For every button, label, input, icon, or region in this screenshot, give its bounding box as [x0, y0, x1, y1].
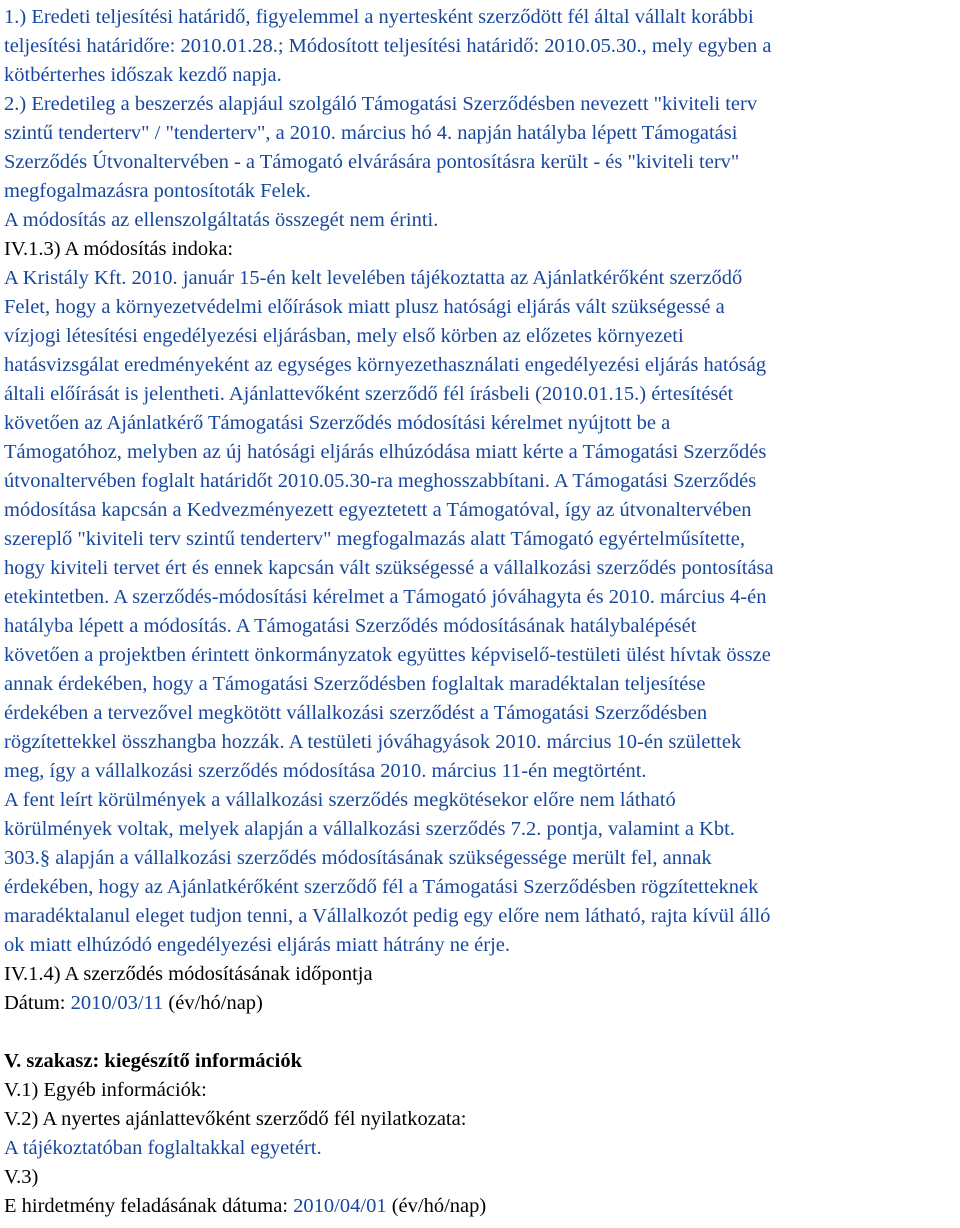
- publication-date: [4, 1192, 956, 1221]
- text-line: megfogalmazásra pontosítoták Felek.: [4, 180, 311, 202]
- text-line: 1.) Eredeti teljesítési határidő, figyelemmel a nyertesként szerződött fél által vállalt korábbi: [4, 6, 754, 28]
- text-line: 2.) Eredetileg a beszerzés alapjául szolgáló Támogatási Szerződésben nevezett "kiviteli terv: [4, 93, 758, 115]
- text-line: szintű tenderterv" / "tenderterv", a 2010. március hó 4. napján hatályba lépett Támogatási: [4, 122, 738, 144]
- text-line: általi előírását is jelentheti. Ajánlattevőként szerződő fél írásbeli (2010.01.15.) értesítését: [4, 383, 734, 405]
- section-heading-iv-1-3: IV.1.3) A módosítás indoka:: [4, 238, 234, 260]
- text-line: ok miatt elhúzódó engedélyezési eljárás miatt hátrány ne érje.: [4, 934, 511, 956]
- price-unaffected-note: A módosítás az ellenszolgáltatás összegét nem érinti.: [4, 209, 439, 231]
- publication-date-value: 2010/04/01: [293, 1195, 387, 1217]
- date-value: 2010/03/11: [70, 992, 164, 1014]
- text-line: érdekében, hogy az Ajánlatkérőként szerződő fél a Támogatási Szerződésben rögzítetteknek: [4, 876, 759, 898]
- text-line: kötbérterhes időszak kezdő napja.: [4, 64, 282, 86]
- text-line: maradéktalanul eleget tudjon tenni, a Vállalkozót pedig egy előre nem látható, rajta kívül álló: [4, 905, 771, 927]
- text-line: vízjogi létesítési engedélyezési eljárásban, mely első körben az előzetes környezeti: [4, 325, 684, 347]
- text-line: Szerződés Útvonaltervében - a Támogató elvárására pontosításra került - és "kiviteli terv": [4, 151, 740, 173]
- text-line: Felet, hogy a környezetvédelmi előírások miatt plusz hatósági eljárás vált szükségessé a: [4, 296, 725, 318]
- publication-date-suffix: (év/hó/nap): [386, 1195, 487, 1217]
- text-line: A fent leírt körülmények a vállalkozási szerződés megkötésekor előre nem látható: [4, 789, 676, 811]
- modification-reason: [4, 264, 956, 960]
- text-line: érdekében a tervezővel megkötött vállalkozási szerződést a Támogatási Szerződésben: [4, 702, 708, 724]
- deadline-change-item: [4, 3, 956, 90]
- date-label: Dátum:: [4, 992, 71, 1014]
- text-line: A Kristály Kft. 2010. január 15-én kelt levelében tájékoztatta az Ajánlatkérőként szerződő: [4, 267, 743, 289]
- text-line: etekintetben. A szerződés-módosítási kérelmet a Támogató jóváhagyta és 2010. március 4-én: [4, 586, 767, 608]
- section-heading-v: [4, 1047, 956, 1076]
- spacer: [4, 1018, 956, 1047]
- text-line: meg, így a vállalkozási szerződés módosítása 2010. március 11-én megtörtént.: [4, 760, 647, 782]
- plan-wording-item: [4, 90, 956, 206]
- text-line: teljesítési határidőre: 2010.01.28.; Módosított teljesítési határidő: 2010.05.30., mely egyben a: [4, 35, 772, 57]
- text-line: Támogatóhoz, melyben az új hatósági eljárás elhúzódása miatt kérte a Támogatási Szerződés: [4, 441, 767, 463]
- text-line: körülmények voltak, melyek alapján a vállalkozási szerződés 7.2. pontja, valamint a Kbt.: [4, 818, 735, 840]
- text-line: hatásvizsgálat eredményeként az egységes környezethasználati engedélyezési eljárás hatóság: [4, 354, 767, 376]
- modification-date: [4, 989, 956, 1018]
- section-v2-label: V.2) A nyertes ajánlattevőként szerződő fél nyilatkozata:: [4, 1108, 467, 1130]
- section-v3-label: V.3): [4, 1166, 39, 1188]
- text-line: 303.§ alapján a vállalkozási szerződés módosításának szükségessége merült fel, annak: [4, 847, 712, 869]
- section-v2-answer: A tájékoztatóban foglaltakkal egyetért.: [4, 1137, 322, 1159]
- text-line: hatályba lépett a módosítás. A Támogatási Szerződés módosításának hatálybalépését: [4, 615, 697, 637]
- section-v-title: V. szakasz: kiegészítő információk: [4, 1050, 302, 1072]
- text-line: követően a projektben érintett önkormányzatok együttes képviselő-testületi ülést hívtak össze: [4, 644, 771, 666]
- text-line: módosítása kapcsán a Kedvezményezett egyeztetett a Támogatóval, így az útvonaltervében: [4, 499, 752, 521]
- text-line: rögzítettekkel összhangba hozzák. A testületi jóváhagyások 2010. március 10-én születtek: [4, 731, 742, 753]
- section-v1-label: V.1) Egyéb információk:: [4, 1079, 207, 1101]
- text-line: követően az Ajánlatkérő Támogatási Szerződés módosítási kérelmet nyújtott be a: [4, 412, 671, 434]
- date-format-suffix: (év/hó/nap): [163, 992, 263, 1014]
- text-line: útvonaltervében foglalt határidőt 2010.05.30-ra meghosszabbítani. A Támogatási Szerződés: [4, 470, 757, 492]
- notice-document: [4, 3, 956, 1221]
- text-line: szereplő "kiviteli terv szintű tenderterv" megfogalmazás alatt Támogató egyértelműsítette,: [4, 528, 745, 550]
- text-line: hogy kiviteli tervet ért és ennek kapcsán vált szükségessé a vállalkozási szerződés pontosítása: [4, 557, 774, 579]
- publication-date-label: E hirdetmény feladásának dátuma:: [4, 1195, 294, 1217]
- section-heading-iv-1-4: IV.1.4) A szerződés módosításának időpontja: [4, 963, 373, 985]
- text-line: annak érdekében, hogy a Támogatási Szerződésben foglaltak maradéktalan teljesítése: [4, 673, 706, 695]
